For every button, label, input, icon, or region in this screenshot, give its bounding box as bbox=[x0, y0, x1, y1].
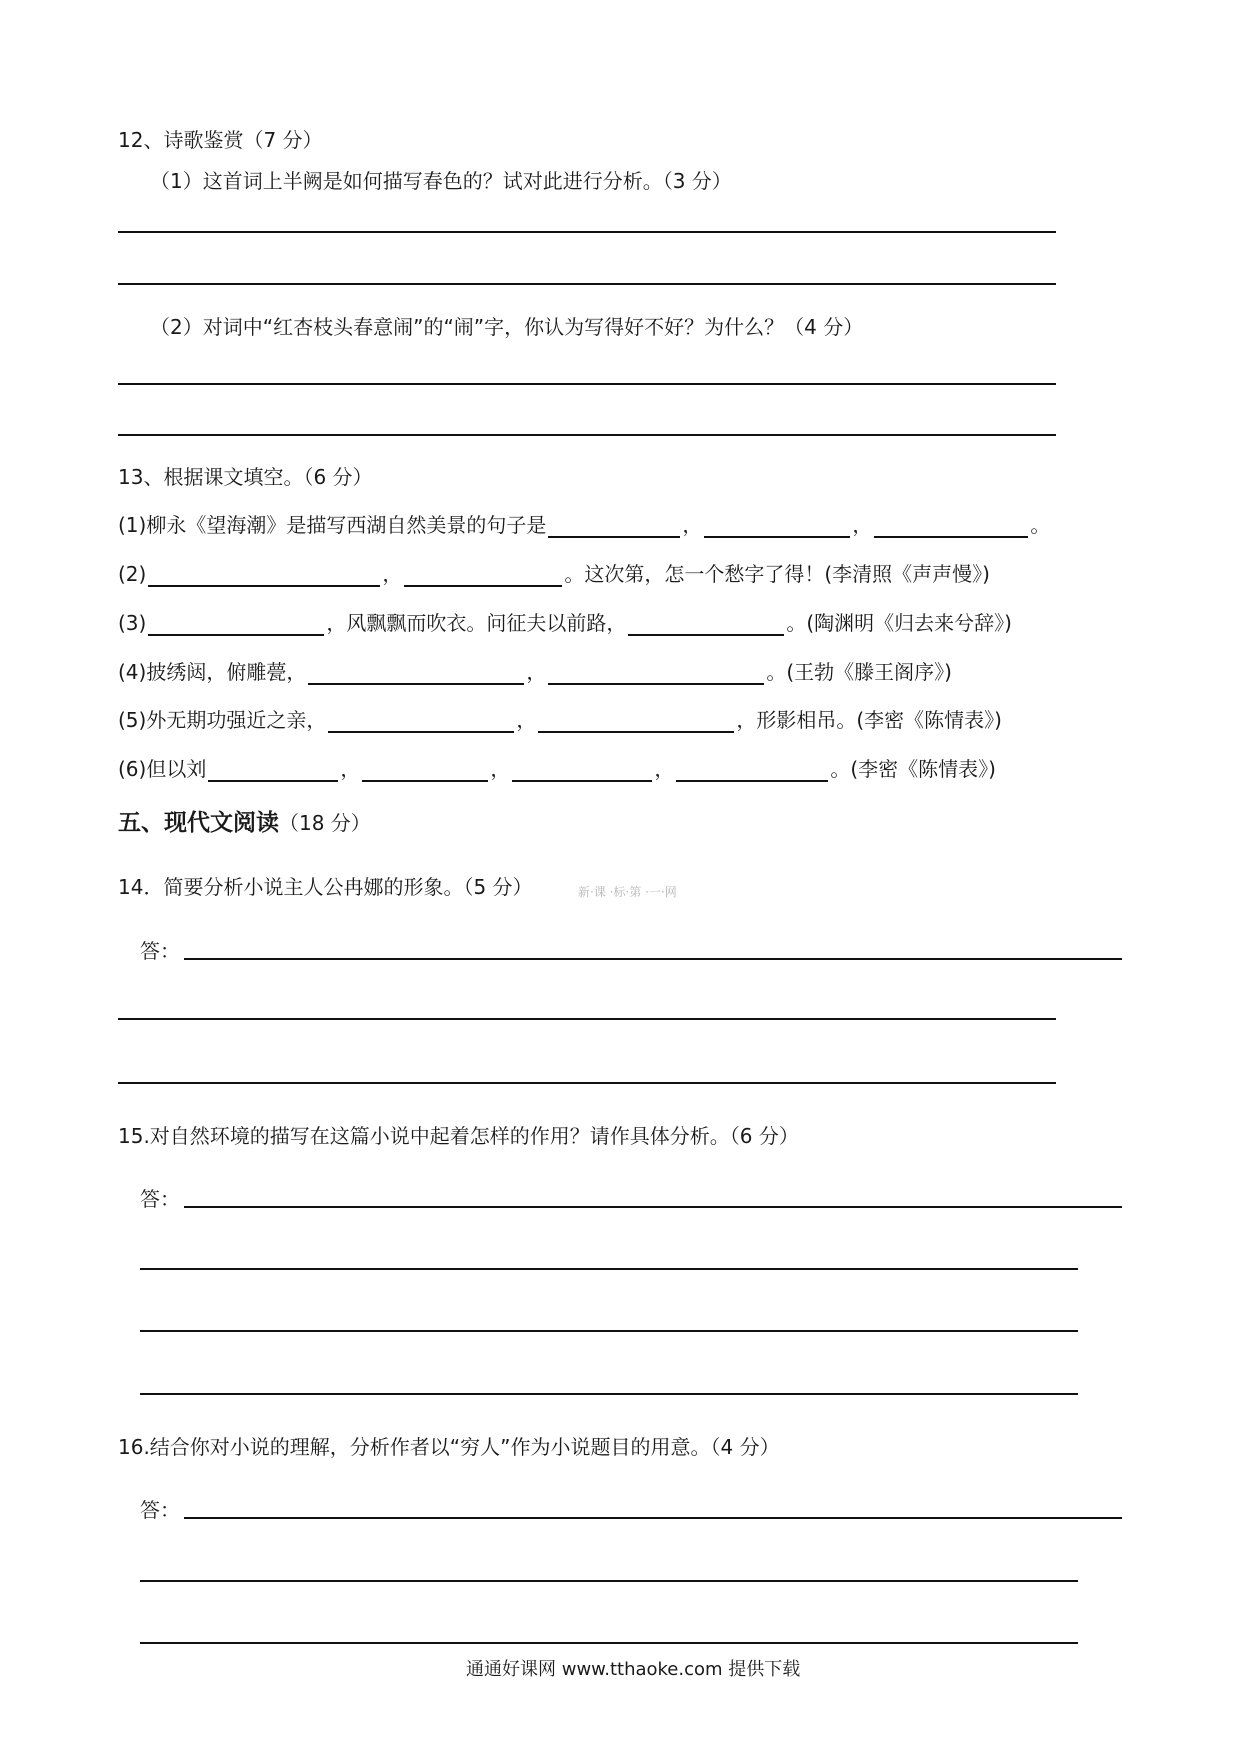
section-title: 五、现代文阅读 bbox=[118, 810, 279, 836]
fill-blank[interactable] bbox=[548, 661, 764, 685]
answer-line[interactable] bbox=[140, 1393, 1078, 1395]
fill-blank[interactable] bbox=[874, 514, 1028, 538]
item-text: (4)披绣闼，俯雕甍， bbox=[118, 660, 307, 684]
fill-blank[interactable] bbox=[148, 563, 380, 587]
watermark-text: 新·课 ·标·第 ·一·网 bbox=[578, 885, 677, 899]
answer-label: 答： bbox=[140, 1498, 180, 1522]
answer-line[interactable] bbox=[184, 1517, 1122, 1519]
item-text: ， bbox=[382, 562, 403, 586]
fill-blank[interactable] bbox=[328, 709, 514, 733]
item-text: (3) bbox=[118, 611, 147, 635]
q13-item-6 bbox=[118, 756, 996, 782]
answer-line[interactable] bbox=[118, 1082, 1056, 1084]
fill-blank[interactable] bbox=[512, 758, 652, 782]
item-text: ， bbox=[526, 660, 547, 684]
fill-blank[interactable] bbox=[704, 514, 850, 538]
fill-blank[interactable] bbox=[548, 514, 680, 538]
answer-line[interactable] bbox=[140, 1268, 1078, 1270]
item-text: 。 bbox=[1030, 513, 1051, 537]
fill-blank[interactable] bbox=[308, 661, 524, 685]
answer-line[interactable] bbox=[184, 958, 1122, 960]
item-text: (5)外无期功强近之亲， bbox=[118, 708, 327, 732]
item-text: ， bbox=[682, 513, 703, 537]
answer-label: 答： bbox=[140, 939, 180, 963]
answer-line[interactable] bbox=[140, 1330, 1078, 1332]
section-heading bbox=[118, 808, 371, 838]
answer-line[interactable] bbox=[118, 231, 1056, 233]
item-text: 。这次第，怎一个愁字了得！(李清照《声声慢》) bbox=[564, 562, 990, 586]
item-text: 。(王勃《滕王阁序》) bbox=[766, 660, 952, 684]
q16-title: 16.结合你对小说的理解，分析作者以“穷人”作为小说题目的用意。（4 分） bbox=[118, 1435, 780, 1459]
answer-line[interactable] bbox=[118, 283, 1056, 285]
item-text: ， bbox=[516, 708, 537, 732]
item-text: (1)柳永《望海潮》是描写西湖自然美景的句子是 bbox=[118, 513, 547, 537]
answer-line[interactable] bbox=[140, 1580, 1078, 1582]
q12-sub1: （1）这首词上半阙是如何描写春色的？试对此进行分析。（3 分） bbox=[150, 169, 732, 193]
answer-line[interactable] bbox=[118, 1018, 1056, 1020]
q13-item-1 bbox=[118, 512, 1050, 538]
q15-title: 15.对自然环境的描写在这篇小说中起着怎样的作用？请作具体分析。（6 分） bbox=[118, 1124, 799, 1148]
item-text: 。(陶渊明《归去来兮辞》) bbox=[786, 611, 1012, 635]
fill-blank[interactable] bbox=[362, 758, 488, 782]
item-text: ， bbox=[654, 757, 675, 781]
item-text: (2) bbox=[118, 562, 147, 586]
item-text: ， bbox=[852, 513, 873, 537]
q13-title: 13、根据课文填空。（6 分） bbox=[118, 465, 373, 489]
q12-title: 12、诗歌鉴赏（7 分） bbox=[118, 128, 323, 152]
fill-blank[interactable] bbox=[404, 563, 562, 587]
fill-blank[interactable] bbox=[676, 758, 828, 782]
q13-item-4 bbox=[118, 659, 952, 685]
answer-label: 答： bbox=[140, 1187, 180, 1211]
answer-line[interactable] bbox=[184, 1206, 1122, 1208]
fill-blank[interactable] bbox=[538, 709, 734, 733]
item-text: 。(李密《陈情表》) bbox=[830, 757, 996, 781]
page-footer: 通通好课网 www.tthaoke.com 提供下载 bbox=[466, 1659, 801, 1680]
answer-line[interactable] bbox=[118, 434, 1056, 436]
fill-blank[interactable] bbox=[208, 758, 338, 782]
answer-line[interactable] bbox=[140, 1642, 1078, 1644]
q13-item-3 bbox=[118, 610, 1012, 636]
q13-item-2 bbox=[118, 561, 990, 587]
fill-blank[interactable] bbox=[148, 612, 324, 636]
item-text: ， bbox=[340, 757, 361, 781]
item-text: (6)但以刘 bbox=[118, 757, 207, 781]
item-text: ， bbox=[490, 757, 511, 781]
q13-item-5 bbox=[118, 707, 1002, 733]
item-text: ，风飘飘而吹衣。问征夫以前路， bbox=[326, 611, 627, 635]
q14-title: 14．简要分析小说主人公冉娜的形象。（5 分） bbox=[118, 875, 533, 899]
item-text: ，形影相吊。(李密《陈情表》) bbox=[736, 708, 1002, 732]
answer-line[interactable] bbox=[118, 383, 1056, 385]
q12-sub2: （2）对词中“红杏枝头春意闹”的“闹”字，你认为写得好不好？为什么？（4 分） bbox=[150, 315, 864, 339]
fill-blank[interactable] bbox=[628, 612, 784, 636]
section-score: （18 分） bbox=[279, 811, 371, 835]
